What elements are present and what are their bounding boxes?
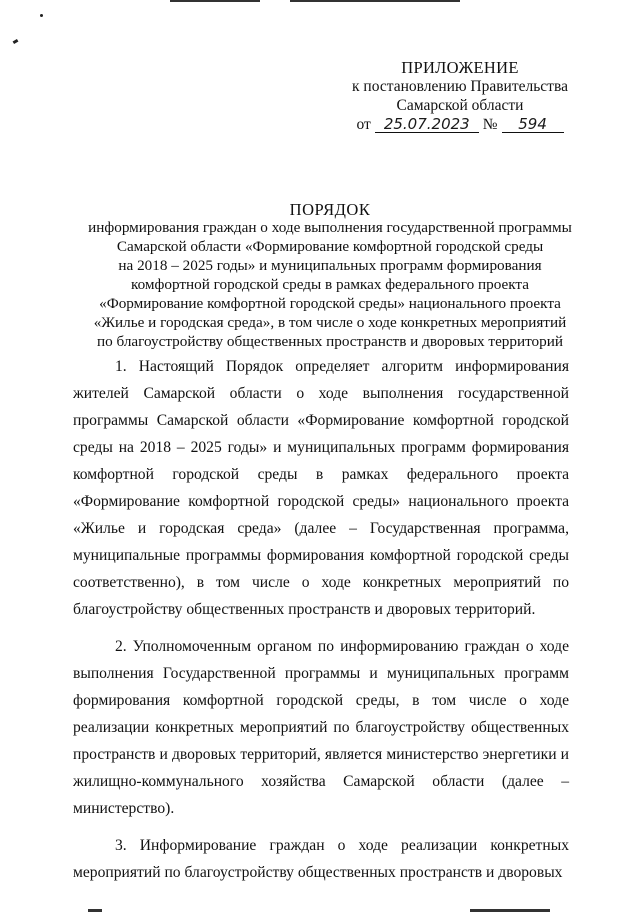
subtitle-line: на 2018 – 2025 годы» и муниципальных программ формирования [118, 257, 542, 274]
scan-artifact-top-right [290, 0, 460, 2]
paragraph-1: 1. Настоящий Порядок определяет алгоритм информирования жителей Самарской области о ходе выполнения государственной программы Самарской области «Формирование комфортной городской среды на 2018 – 2025 годы» и муниципальных программ формирования комфортной городской среды в рамках федерального проекта «Формирование комфортной городской среды» национального проекта «Жилье и городская среда» (далее – Государственная программа, муниципальные программы формирования комфортной городской среды соответственно), в том числе о ходе конкретных мероприятий по благоустройству общественных пространств и дворовых территорий. [73, 358, 569, 618]
paragraph-3: 3. Информирование граждан о ходе реализации конкретных мероприятий по благоустройству общественных пространств и дворовых [73, 837, 569, 881]
paragraph-2: 2. Уполномоченным органом по информированию граждан о ходе выполнения Государственной программы и муниципальных программ формирования комфортной городской среды, в том числе о ходе реализации конкретных мероприятий по благоустройству общественных пространств и дворовых территорий, является министерство энергетики и жилищно-коммунального хозяйства Самарской области (далее – министерство). [73, 638, 569, 817]
document-title: ПОРЯДОК [289, 200, 371, 219]
appendix-number-label: № [482, 116, 498, 133]
subtitle-line: информирования граждан о ходе выполнения государственной программы [88, 219, 572, 236]
subtitle-line: по благоустройству общественных пространств и дворовых территорий [96, 333, 564, 350]
handwritten-number: 594 [502, 117, 564, 133]
scan-artifact-top-left [170, 0, 260, 2]
appendix-date-number-line [330, 115, 590, 134]
document-subtitle [52, 218, 608, 351]
appendix-line-1: к постановлению Правительства [352, 78, 568, 95]
appendix-title: ПРИЛОЖЕНИЕ [401, 58, 519, 77]
handwritten-date: 25.07.2023 [375, 117, 479, 133]
subtitle-line: комфортной городской среды в рамках федерального проекта [131, 276, 529, 293]
subtitle-line: «Жилье и городская среда», в том числе о ходе конкретных мероприятий [93, 314, 567, 331]
appendix-from-label: от [356, 116, 371, 133]
scan-artifact-tick [13, 39, 19, 44]
scan-artifact-dot [40, 14, 43, 17]
subtitle-line: «Формирование комфортной городской среды» национального проекта [99, 295, 561, 312]
appendix-line-2: Самарской области [396, 97, 524, 114]
appendix-block [330, 58, 590, 134]
document-body [73, 353, 569, 896]
subtitle-line: Самарской области «Формирование комфортной городской среды [116, 238, 544, 255]
